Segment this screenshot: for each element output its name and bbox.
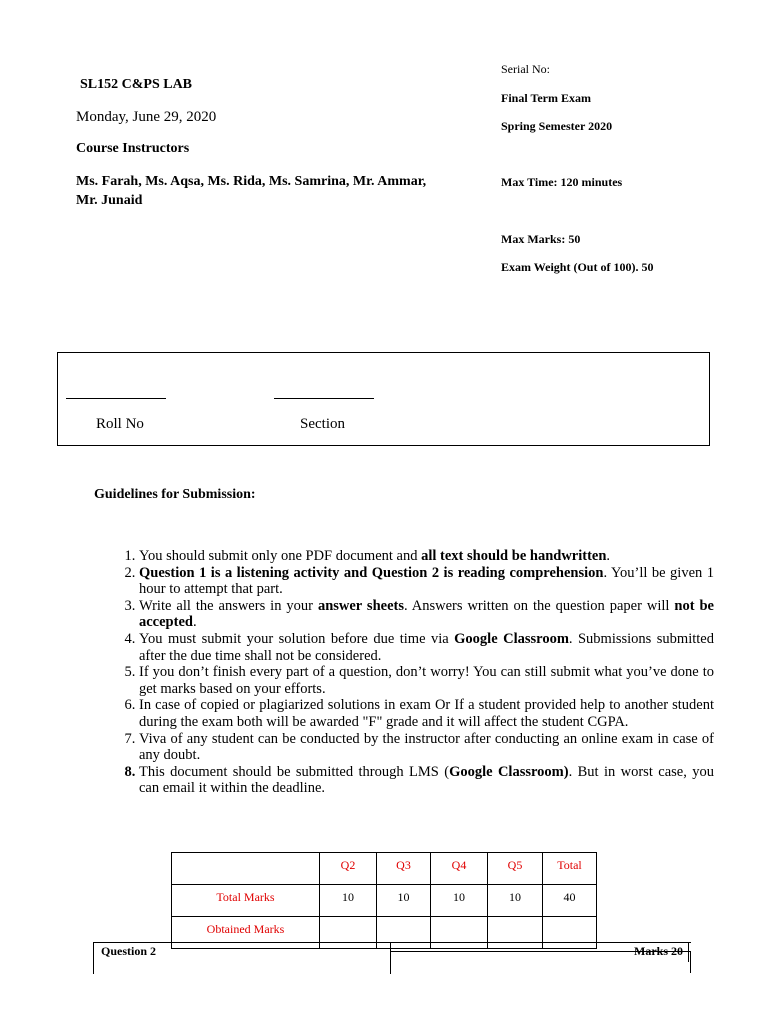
table-cell: 10 bbox=[377, 885, 431, 917]
table-header-cell: Total bbox=[543, 853, 597, 885]
question-top-rule bbox=[390, 942, 691, 943]
guideline-item: 6. In case of copied or plagiarized solutions in exam Or If a student provided help to another student during the exam both will be awarded "F" grade and it will affect the student CGPA. bbox=[139, 697, 714, 730]
table-cell: 10 bbox=[431, 885, 488, 917]
question-marks: Marks 20 bbox=[634, 944, 683, 958]
guidelines-heading: Guidelines for Submission: bbox=[94, 487, 256, 502]
table-cell: 10 bbox=[488, 885, 543, 917]
max-time: Max Time: 120 minutes bbox=[501, 175, 623, 189]
semester: Spring Semester 2020 bbox=[501, 119, 613, 133]
exam-type: Final Term Exam bbox=[501, 91, 592, 105]
table-corner-cell bbox=[172, 853, 320, 885]
table-header-cell: Q3 bbox=[377, 853, 431, 885]
instructors-names: Ms. Farah, Ms. Aqsa, Ms. Rida, Ms. Samrina, Mr. Ammar, Mr. Junaid bbox=[76, 174, 427, 208]
table-header-row bbox=[172, 853, 597, 885]
section-label: Section bbox=[300, 416, 345, 432]
guideline-item: 2. Question 1 is a listening activity and Question 2 is reading comprehension. You’ll be given 1 hour to attempt that part. bbox=[139, 565, 714, 598]
serial-number: Serial No: bbox=[501, 62, 550, 76]
table-row bbox=[172, 885, 597, 917]
guideline-item: 8. This document should be submitted through LMS (Google Classroom). But in worst case, you can email it within the deadline. bbox=[139, 764, 714, 797]
student-identity-box bbox=[57, 352, 710, 446]
instructors-heading: Course Instructors bbox=[76, 141, 190, 156]
question-label: Question 2 bbox=[101, 944, 157, 958]
roll-no-blank[interactable] bbox=[66, 398, 166, 399]
guideline-item: 7. Viva of any student can be conducted by the instructor after conducting an online exam in case of any doubt. bbox=[139, 731, 714, 764]
section-blank[interactable] bbox=[274, 398, 374, 399]
table-cell: 40 bbox=[543, 885, 597, 917]
table-header-cell: Q5 bbox=[488, 853, 543, 885]
row-label-total-marks: Total Marks bbox=[172, 885, 320, 917]
marks-table bbox=[171, 852, 597, 949]
question-header-box bbox=[93, 942, 691, 974]
guidelines-list bbox=[100, 548, 714, 797]
exam-weight: Exam Weight (Out of 100). 50 bbox=[501, 260, 654, 274]
table-header-cell: Q2 bbox=[320, 853, 377, 885]
guideline-item: 1. You should submit only one PDF document and all text should be handwritten. bbox=[139, 548, 714, 565]
max-marks: Max Marks: 50 bbox=[501, 232, 581, 246]
row-label-obtained-marks: Obtained Marks bbox=[172, 917, 320, 949]
roll-no-label: Roll No bbox=[96, 416, 144, 432]
exam-date: Monday, June 29, 2020 bbox=[76, 109, 217, 125]
guideline-item: 5. If you don’t finish every part of a question, don’t worry! You can still submit what you’ve done to get marks based on your efforts. bbox=[139, 664, 714, 697]
table-header-cell: Q4 bbox=[431, 853, 488, 885]
course-code: SL152 C&PS LAB bbox=[80, 77, 193, 92]
guideline-item: 4. You must submit your solution before due time via Google Classroom. Submissions submitted after the due time shall not be considered. bbox=[139, 631, 714, 664]
question-right-rule bbox=[688, 942, 689, 962]
table-cell: 10 bbox=[320, 885, 377, 917]
guideline-item: 3. Write all the answers in your answer sheets. Answers written on the question paper will not be accepted. bbox=[139, 598, 714, 631]
